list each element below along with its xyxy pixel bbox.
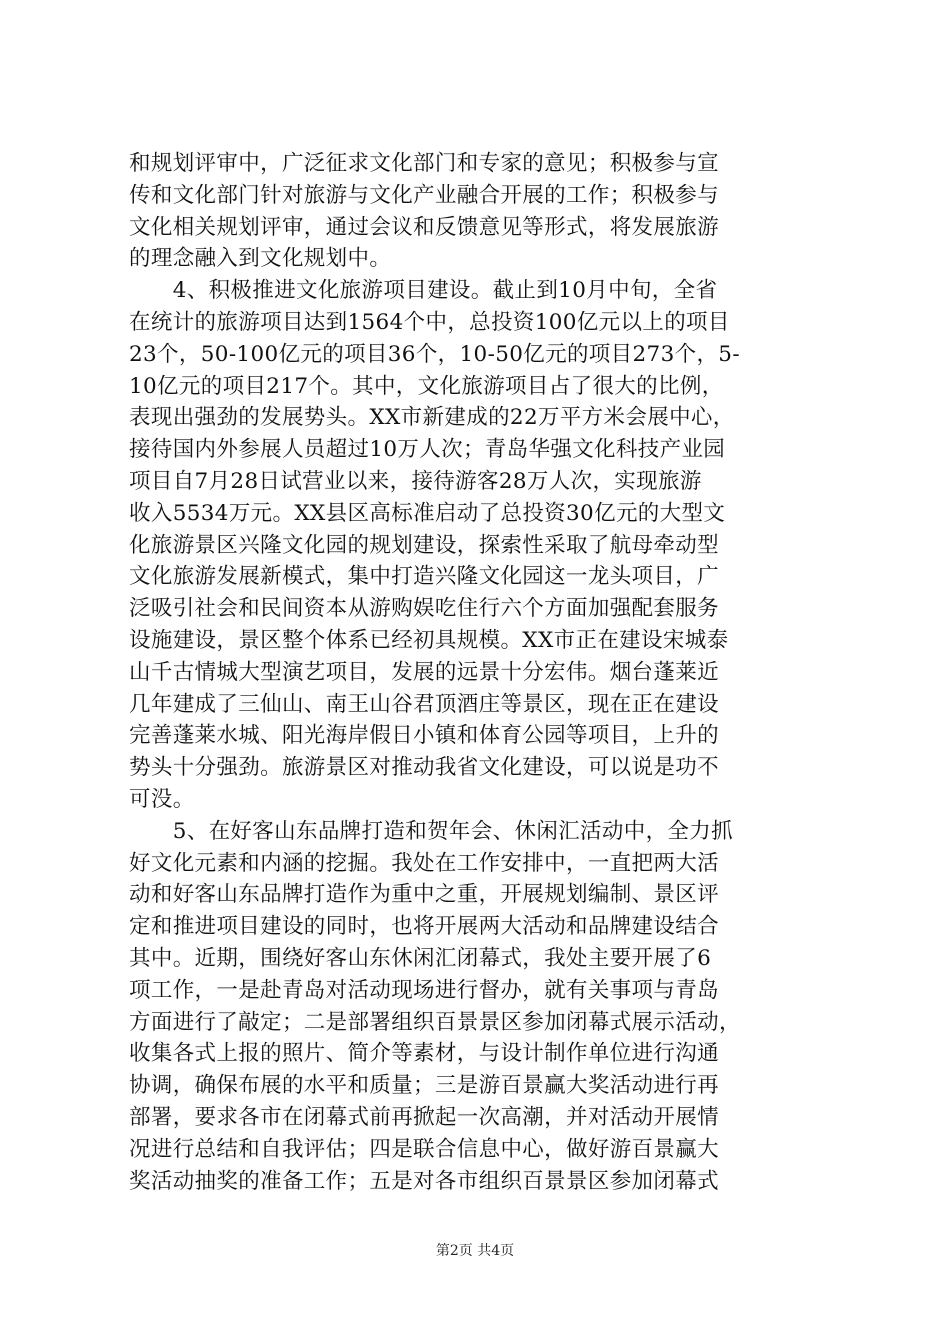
text-line: 的理念融入到文化规划中。 (129, 246, 392, 272)
text-line: 表现出强劲的发展势头。XX市新建成的22万平方米会展中心， (129, 405, 735, 431)
text-line: 完善蓬莱水城、阳光海岸假日小镇和体育公园等项目，上升的 (129, 723, 719, 749)
text-line: 和规划评审中，广泛征求文化部门和专家的意见；积极参与宣 (129, 151, 719, 176)
text-line: 泛吸引社会和民间资本从游购娱吃住行六个方面加强配套服务 (129, 596, 719, 622)
text-line: 况进行总结和自我评估；四是联合信息中心，做好游百景赢大 (129, 1136, 719, 1162)
text-line: 可没。 (129, 786, 195, 812)
text-line: 动和好客山东品牌打造作为重中之重，开展规划编制、景区评 (129, 882, 719, 908)
text-line: 传和文化部门针对旅游与文化产业融合开展的工作；积极参与 (129, 182, 719, 208)
text-line: 收入5534万元。XX县区高标准启动了总投资30亿元的大型文 (129, 500, 726, 526)
text-line: 23个，50-100亿元的项目36个，10-50亿元的项目273个，5- (129, 341, 740, 367)
text-line: 化旅游景区兴隆文化园的规划建设，探索性采取了航母牵动型 (129, 532, 719, 558)
text-line: 山千古情城大型演艺项目，发展的远景十分宏伟。烟台蓬莱近 (129, 659, 719, 685)
text-line: 在统计的旅游项目达到1564个中，总投资100亿元以上的项目 (129, 309, 730, 335)
text-line: 好文化元素和内涵的挖掘。我处在工作安排中，一直把两大活 (129, 850, 719, 876)
text-line: 接待国内外参展人员超过10万人次；青岛华强文化科技产业园 (129, 437, 726, 463)
text-line: 5、在好客山东品牌打造和贺年会、休闲汇活动中，全力抓 (129, 818, 733, 844)
text-line: 势头十分强劲。旅游景区对推动我省文化建设，可以说是功不 (129, 755, 719, 781)
text-line: 设施建设，景区整个体系已经初具规模。XX市正在建设宋城泰 (129, 627, 729, 653)
text-line: 收集各式上报的照片、简介等素材，与设计制作单位进行沟通 (129, 1041, 719, 1067)
text-line: 其中。近期，围绕好客山东休闲汇闭幕式，我处主要开展了6 (129, 945, 712, 971)
text-line: 协调，确保布展的水平和质量；三是游百景赢大奖活动进行再 (129, 1073, 719, 1099)
text-line: 项目自7月28日试营业以来，接待游客28万人次，实现旅游 (129, 468, 702, 494)
page-number-footer: 第2页 共4页 (435, 1243, 515, 1259)
document-body (129, 148, 829, 1197)
text-line: 定和推进项目建设的同时，也将开展两大活动和品牌建设结合 (129, 914, 719, 940)
text-line: 10亿元的项目217个。其中，文化旅游项目占了很大的比例， (129, 373, 724, 399)
text-line: 文化相关规划评审，通过会议和反馈意见等形式，将发展旅游 (129, 214, 719, 240)
text-line: 几年建成了三仙山、南王山谷君顶酒庄等景区，现在正在建设 (129, 691, 719, 717)
text-line: 奖活动抽奖的准备工作；五是对各市组织百景景区参加闭幕式 (129, 1168, 719, 1194)
text-line: 方面进行了敲定；二是部署组织百景景区参加闭幕式展示活动， (129, 1009, 741, 1035)
text-line: 项工作，一是赴青岛对活动现场进行督办，就有关事项与青岛 (129, 977, 719, 1003)
text-line: 4、积极推进文化旅游项目建设。截止到10月中旬，全省 (129, 278, 718, 304)
text-line: 文化旅游发展新模式，集中打造兴隆文化园这一龙头项目，广 (129, 564, 719, 590)
text-line: 部署，要求各市在闭幕式前再掀起一次高潮，并对活动开展情 (129, 1104, 719, 1130)
